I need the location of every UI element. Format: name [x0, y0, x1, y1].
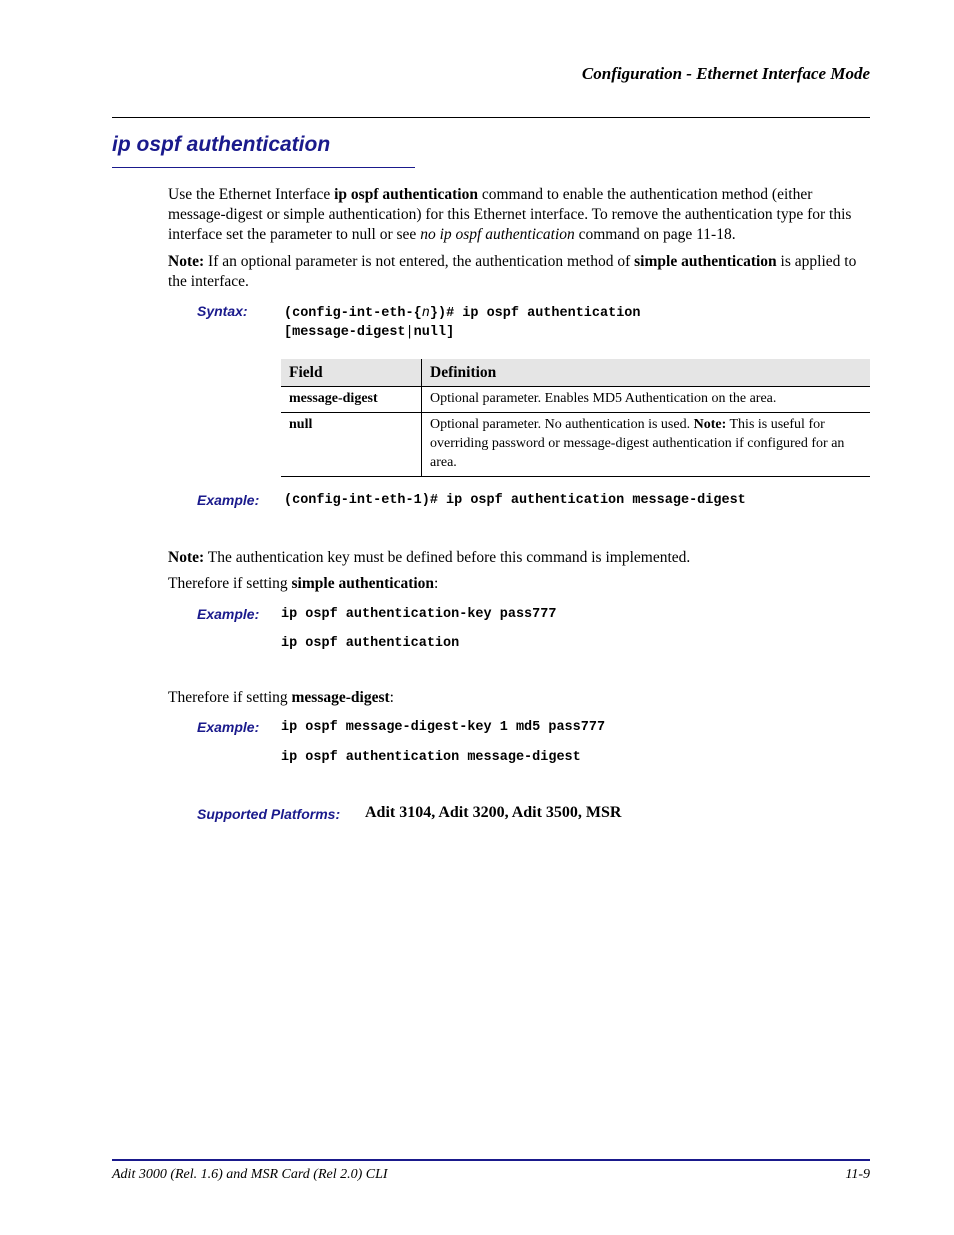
table-cell-field: message-digest [281, 387, 422, 413]
table-header-definition: Definition [422, 359, 871, 387]
example-1-label: Example: [197, 492, 260, 508]
table-cell-field: null [281, 413, 422, 477]
example-3-line-2: ip ospf authentication message-digest [281, 750, 581, 765]
example-2-line-1: ip ospf authentication-key pass777 [281, 607, 557, 622]
footer-page-number: 11-9 [845, 1167, 870, 1182]
simple-auth-intro: Therefore if setting simple authentication: [168, 575, 439, 592]
syntax-line-1: (config-int-eth-{n})# ip ospf authentication [284, 304, 641, 321]
intro-paragraph: Use the Ethernet Interface ip ospf authentication command to enable the authentication method (either message-digest or simple authentication) for this Ethernet interface. To remove the authentication type for this interface set the parameter to null or see no ip ospf authentication command on page 11-18. [168, 186, 852, 243]
footer-doc-title: Adit 3000 (Rel. 1.6) and MSR Card (Rel 2.0) CLI [112, 1167, 388, 1182]
intro-note: Note: If an optional parameter is not entered, the authentication method of simple authentication is applied to the interface. [168, 253, 857, 290]
message-digest-intro: Therefore if setting message-digest: [168, 689, 394, 706]
syntax-label: Syntax: [197, 303, 248, 319]
example-2-line-2: ip ospf authentication [281, 636, 460, 651]
running-header: Configuration - Ethernet Interface Mode [581, 64, 870, 83]
table-header-row [281, 359, 870, 387]
example-3-line-1: ip ospf message-digest-key 1 md5 pass777 [281, 720, 606, 735]
section-title: ip ospf authentication [112, 133, 331, 156]
example-1-code: (config-int-eth-1)# ip ospf authentication message-digest [284, 493, 746, 508]
table-row [281, 387, 870, 413]
table-cell-definition: Optional parameter. Enables MD5 Authentication on the area. [422, 387, 871, 413]
field-definition-table [281, 359, 870, 477]
example-3-label: Example: [197, 719, 260, 735]
table-cell-definition: Optional parameter. No authentication is used. Note: This is useful for overriding password or message-digest authentication if configured for an area. [422, 413, 871, 477]
note-auth-key: Note: The authentication key must be defined before this command is implemented. [168, 549, 691, 566]
example-2-label: Example: [197, 606, 260, 622]
table-header-field: Field [281, 359, 422, 387]
footer-divider [112, 1159, 870, 1161]
table-row [281, 413, 870, 477]
section-title-underline [112, 167, 415, 168]
supported-platforms-label: Supported Platforms: [197, 806, 341, 822]
header-divider [112, 117, 870, 118]
syntax-line-2: [message-digest|null] [284, 323, 455, 340]
supported-platforms-value: Adit 3104, Adit 3200, Adit 3500, MSR [365, 804, 622, 821]
